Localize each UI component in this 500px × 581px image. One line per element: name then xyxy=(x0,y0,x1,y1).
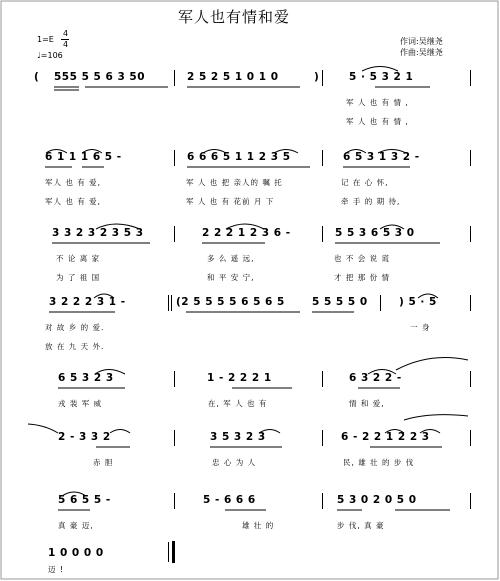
lyric-line: 戎 装 军 威 xyxy=(58,399,103,408)
notation-group: 5 5 5 5 0 xyxy=(312,296,368,308)
lyric-line: 情 和 爱, xyxy=(349,399,385,408)
notation-group: 3 3 2 3 2 3 5 3 xyxy=(52,227,144,239)
lyric-line: 多 么 遥 远, xyxy=(207,254,255,263)
notation-group: 6 - 2 2 1 2 2 3 xyxy=(341,431,430,443)
lyric-line: 赤 胆 xyxy=(93,458,114,467)
lyric-line: 真 豪 迈, xyxy=(58,521,94,530)
notation-group: 5 5 3 6 5 3 0 xyxy=(335,227,415,239)
notation-group: 555 5 5 6 3 50 xyxy=(54,71,146,83)
lyric-line: 军 人 也 有 花前 月 下 xyxy=(186,197,275,206)
notation-group: ) xyxy=(314,71,320,83)
notation-group: 5 · 5 3 2 1 xyxy=(349,71,414,83)
notation-group: 3 2 2 2 3 1 - xyxy=(49,296,126,308)
lyric-line: 忠 心 为 人 xyxy=(212,458,257,467)
lyric-line: 才 把 那 份 情 xyxy=(334,273,391,282)
song-title: 军人也有情和爱 xyxy=(178,8,291,26)
lyric-line: 军人 也 有 爱, xyxy=(45,178,102,187)
notation-group: 6 5 3 2 3 xyxy=(58,372,114,384)
lyric-line: 对 故 乡 的 爱. xyxy=(45,323,105,332)
lyric-line: 在, 军 人 也 有 xyxy=(208,399,268,408)
lyric-line: 军 人 也 把 亲人的 嘱 托 xyxy=(186,178,283,187)
time-signature-top: 4 xyxy=(63,29,69,38)
lyric-line: 一 身 xyxy=(410,323,431,332)
lyricist-credit: 作词:吴继尧 xyxy=(400,37,443,46)
notation-group: 3 5 3 2 3 xyxy=(210,431,266,443)
lyric-line: 步 伐, 真 豪 xyxy=(337,521,385,530)
notation-group: 6 6 6 5 1 1 2 3 5 xyxy=(187,151,291,163)
notation-group: 5 3 0 2 0 5 0 xyxy=(337,494,417,506)
lyric-line: 民, 雄 壮 的 步 伐 xyxy=(343,458,415,467)
notation-group: ) 5 · 5 xyxy=(399,296,437,308)
lyric-line: 军 人 也 有 情 , xyxy=(346,98,409,107)
lyric-line: 放 在 九 天 外. xyxy=(45,342,105,351)
key-signature: 1=E xyxy=(37,35,54,44)
notation-group: 2 5 2 5 1 0 1 0 xyxy=(187,71,279,83)
notation-group: 5 6 5 5 - xyxy=(58,494,111,506)
notation-group: 1 0 0 0 0 xyxy=(48,547,104,559)
time-signature-bottom: 4 xyxy=(63,40,69,49)
notation-group: 6 1 1 1 6 5 - xyxy=(45,151,122,163)
composer-credit: 作曲:吴继尧 xyxy=(400,48,443,57)
notation-group: 6 3 2 2 - xyxy=(349,372,402,384)
lyric-line: 迈 ! xyxy=(48,565,64,574)
lyric-line: 牵 手 的 期 待, xyxy=(341,197,401,206)
notation-group: ( xyxy=(34,71,40,83)
lyric-line: 也 不 会 说 谎 xyxy=(334,254,391,263)
lyric-line: 和 平 安 宁, xyxy=(207,273,255,282)
lyric-line: 军 人 也 有 情 , xyxy=(346,117,409,126)
tempo-marking: ♩=106 xyxy=(37,51,63,60)
lyric-line: 雄 壮 的 xyxy=(242,521,275,530)
lyric-line: 为 了 祖 国 xyxy=(56,273,101,282)
notation-group: 2 2 2 1 2 3 6 - xyxy=(202,227,291,239)
notation-group: 6 5 3 1 3 2 - xyxy=(343,151,420,163)
notation-group: (2 5 5 5 5 6 5 6 5 xyxy=(176,296,285,308)
lyric-line: 军人 也 有 爱, xyxy=(45,197,102,206)
lyric-line: 不 论 离 家 xyxy=(56,254,101,263)
notation-group: 5 - 6 6 6 xyxy=(203,494,256,506)
notation-group: 1 - 2 2 2 1 xyxy=(207,372,272,384)
lyric-line: 记 在 心 怀, xyxy=(341,178,389,187)
notation-group: 2 - 3 3 2 xyxy=(58,431,111,443)
